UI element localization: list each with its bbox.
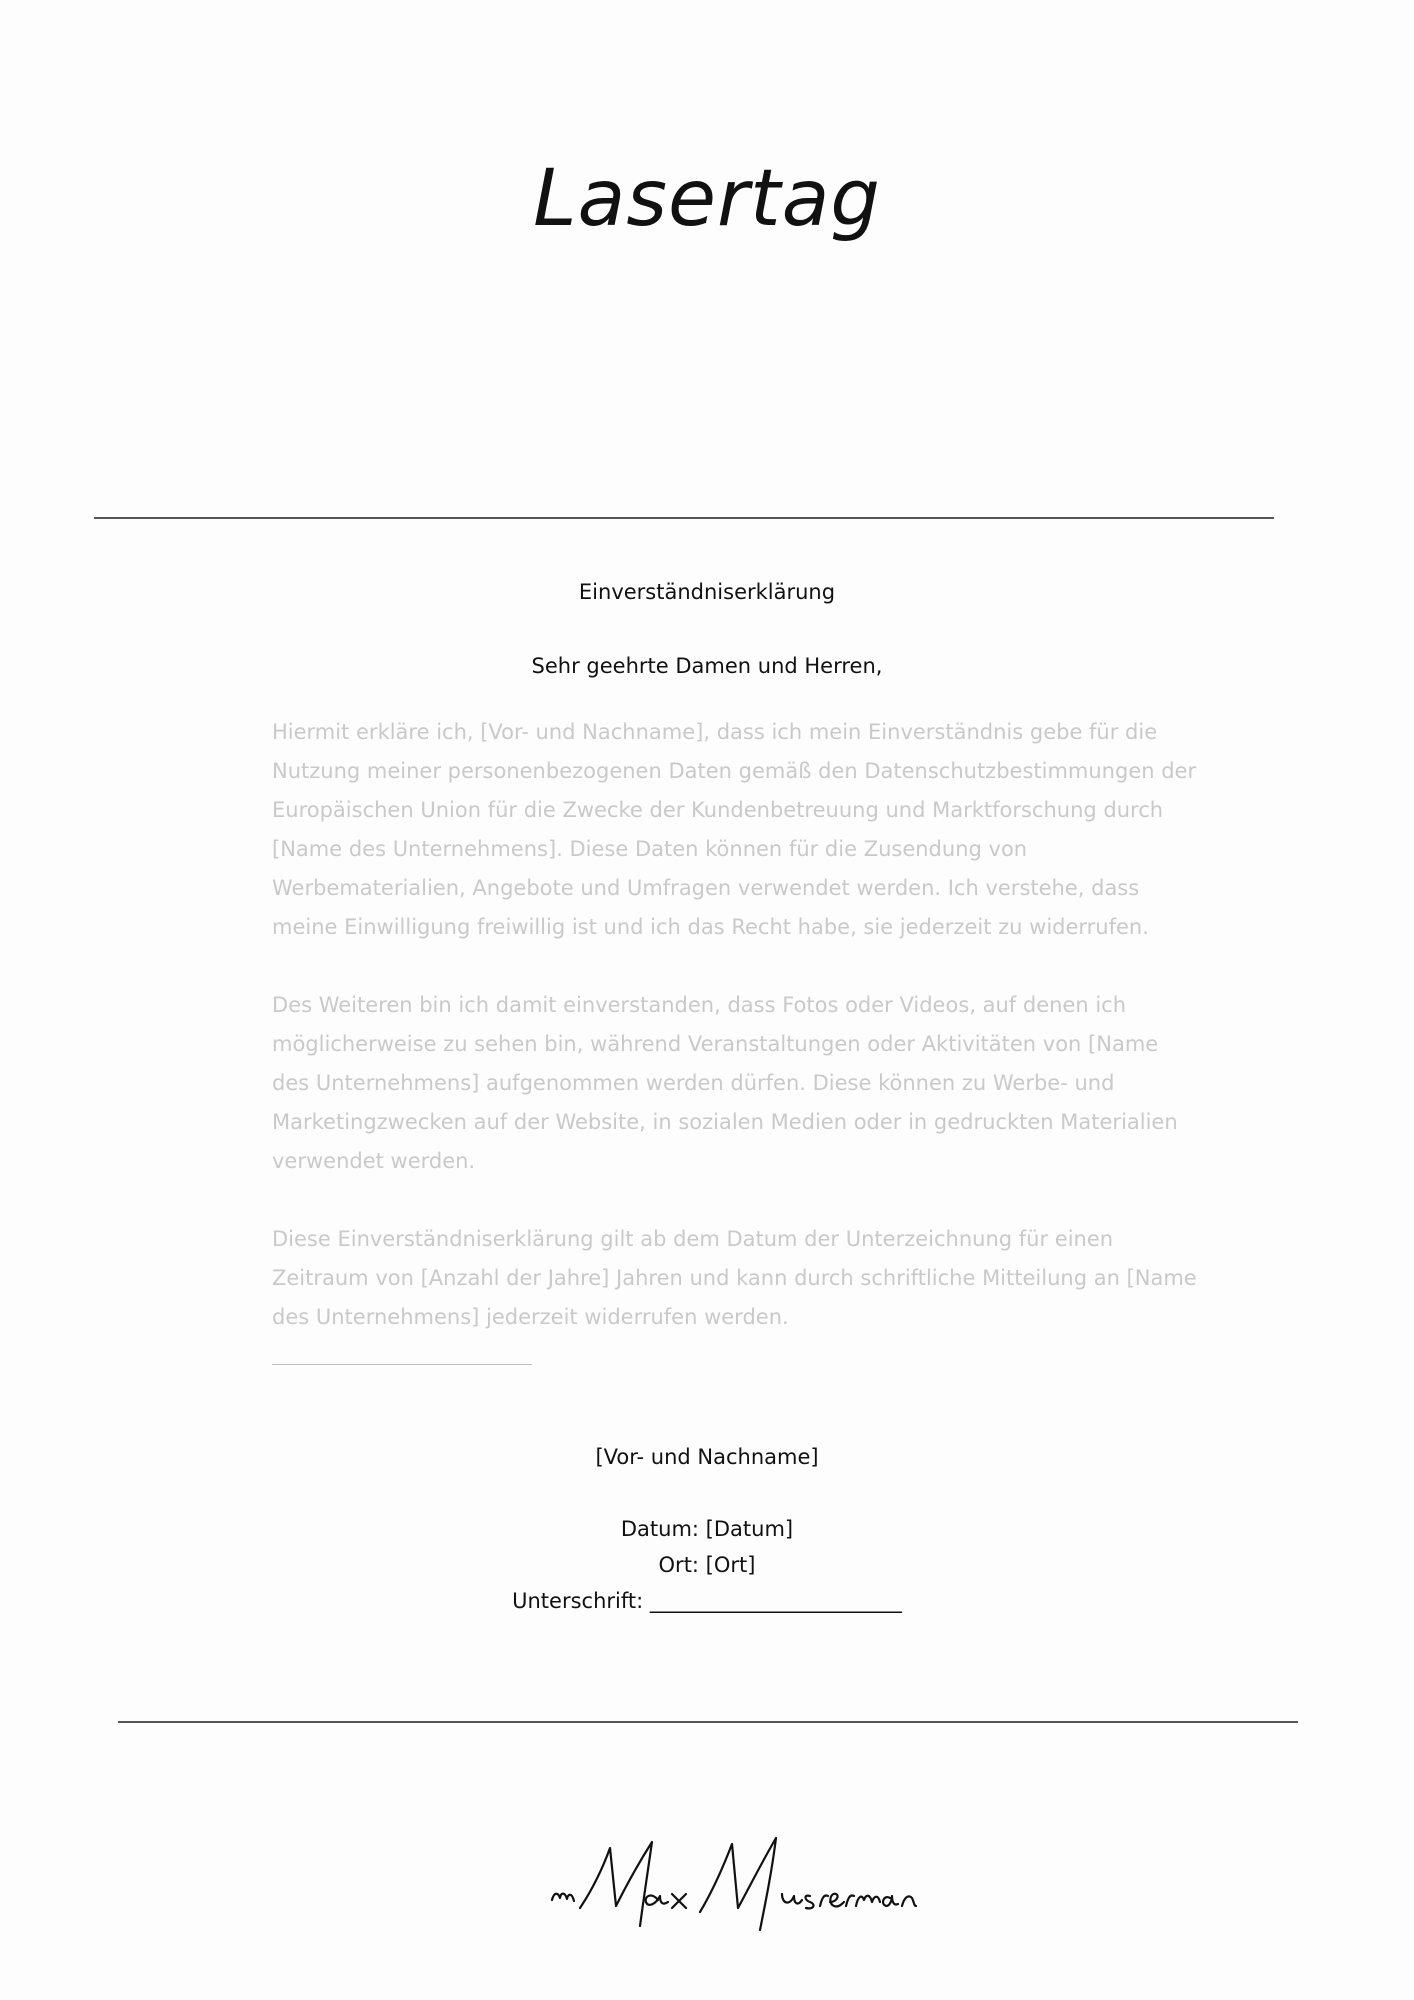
signature-field: Unterschrift: ________________________ — [512, 1589, 902, 1613]
separator-short-line — [272, 1364, 532, 1365]
name-placeholder: [Vor- und Nachname] — [595, 1445, 819, 1469]
paragraph-consent-data: Hiermit erkläre ich, [Vor- und Nachname], dass ich mein Einverständnis gebe für die Nutzung meiner personenbezogenen Daten gemäß den Datenschutzbestimmungen der Europäischen Union für die Zwecke der Kundenbetreuung und Marktforschung durch [Name des Unternehmens]. Diese Daten können für die Zusendung von Werbematerialien, Angebote und Umfragen verwendet werden. Ich verstehe, dass meine Einwilligung freiwillig ist und ich das Recht habe, sie jederzeit zu widerrufen. — [272, 720, 1197, 939]
salutation: Sehr geehrte Damen und Herren, — [531, 654, 883, 678]
date-field: Datum: [Datum] — [620, 1517, 794, 1541]
document-heading: Einverständniserklärung — [578, 580, 836, 604]
handwritten-signature — [540, 1830, 920, 1940]
paragraph-consent-media: Des Weiteren bin ich damit einverstanden, dass Fotos oder Videos, auf denen ich möglicherweise zu sehen bin, während Veranstaltungen oder Aktivitäten von [Name des Unternehmens] aufgenommen werden dürfen. Diese können zu Werbe- und Marketingzwecken auf der Website, in sozialen Medien oder in gedruckten Materialien verwendet werden. — [272, 993, 1178, 1173]
place-field: Ort: [Ort] — [658, 1553, 756, 1577]
paragraph-validity: Diese Einverständniserklärung gilt ab dem Datum der Unterzeichnung für einen Zeitraum von [Anzahl der Jahre] Jahren und kann durch schriftliche Mitteilung an [Name des Unternehmens] jederzeit widerrufen werden. — [272, 1227, 1197, 1329]
bottom-divider — [118, 1721, 1298, 1723]
document-title: Lasertag — [533, 154, 881, 244]
top-divider — [94, 517, 1274, 519]
body-text — [272, 713, 1202, 1376]
